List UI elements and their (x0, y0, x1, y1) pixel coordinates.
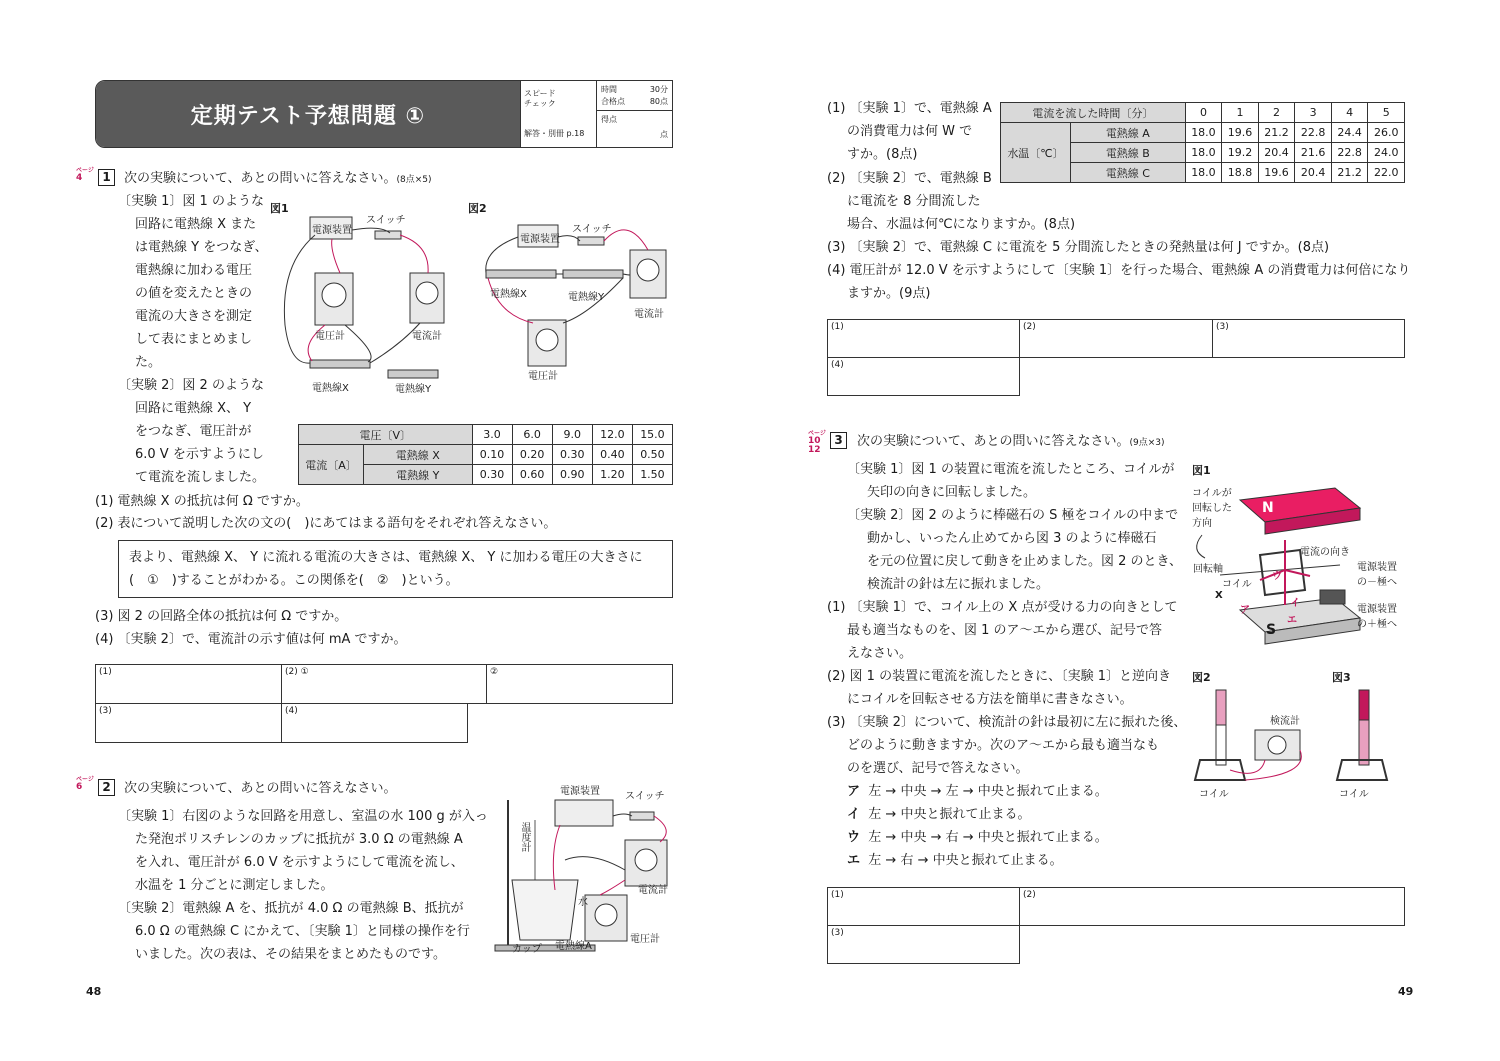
table-cell: 3.0 (472, 425, 512, 445)
table-cell: 22.8 (1295, 123, 1332, 143)
table-cell: 20.4 (1258, 143, 1295, 163)
q3-sub2-line: にコイルを回転させる方法を簡単に書きなさい。 (847, 692, 1133, 707)
q1-number: 1 (98, 169, 115, 186)
q2-page-badge: ページ 6 (76, 776, 94, 792)
q2-line: た発泡ポリスチレンのカップに抵抗が 3.0 Ω の電熱線 A (135, 832, 463, 847)
table-cell: 18.0 (1185, 123, 1222, 143)
q3-fig1-coil-dir: コイルが 回転した 方向 (1192, 488, 1232, 529)
table-cell: 24.4 (1331, 123, 1368, 143)
fig1-switch-label: スイッチ (366, 215, 406, 226)
q2-line: を入れ、電圧計が 6.0 V を示すようにして電流を流し、 (135, 855, 464, 870)
q2-sub1-line: すか。(8点) (847, 147, 918, 162)
table-cell: 0.90 (552, 465, 592, 485)
q2-sub4-line: ますか。(9点) (847, 286, 931, 301)
pass-label: 合格点 (601, 97, 625, 106)
q3-fig1-s: S (1266, 622, 1277, 638)
fig1-ammeter-label: 電流計 (412, 331, 442, 342)
answer-ref: 解答・別冊 p.18 (524, 129, 585, 139)
q3-sub1-line: えなさい。 (847, 646, 913, 661)
table-cell: 6.0 (512, 425, 552, 445)
table-row-label: 電熱線 A (1071, 123, 1186, 143)
q2-right-sub3: (3) 〔実験 2〕で、電熱線 C に電流を 5 分間流したときの発熱量は何 J ですか。(8点) (827, 240, 1330, 255)
time-value: 30分 (649, 85, 668, 94)
table-cell: 18.0 (1185, 163, 1222, 183)
fig2-wirey-label: 電熱線Y (568, 292, 605, 303)
q2-answer-4[interactable]: (4) (827, 357, 1020, 396)
test-info (596, 81, 672, 147)
q1-exp1-line: 〔実験 1〕図 1 のような (118, 194, 264, 209)
q3-sub3-line: (3) 〔実験 2〕について、検流計の針は最初に左に振れた後、 (827, 715, 1187, 730)
fig2-switch-label: スイッチ (572, 224, 612, 235)
q2-fig-power: 電源装置 (560, 786, 600, 797)
q2-line: 6.0 Ω の電熱線 C にかえて、〔実験 1〕と同様の操作を行 (135, 924, 470, 939)
q1-exp2-line: 回路に電熱線 X、 Y (135, 401, 252, 416)
q1-intro: 次の実験について、あとの問いに答えなさい。(8点×5) (124, 171, 432, 186)
q2-number: 2 (98, 779, 115, 796)
q3-fig1-coil: コイル (1222, 579, 1252, 590)
q1-answer-3[interactable]: (3) (95, 703, 282, 743)
fig1-wirey-label: 電熱線Y (395, 384, 432, 395)
q1-exp2-line: て電流を流しました。 (135, 470, 266, 485)
q3-exp-line: 〔実験 2〕図 2 のように棒磁石の S 極をコイルの中まで (847, 508, 1179, 523)
q1-sub2: (2) 表について説明した次の文の( )にあてはまる語句をそれぞれ答えなさい。 (95, 516, 557, 531)
title-banner (95, 80, 673, 148)
table-cell: 18.8 (1222, 163, 1259, 183)
q1-sub4: (4) 〔実験 2〕で、電流計の示す値は何 mA ですか。 (95, 632, 407, 647)
q3-fig1-i: イ (1290, 598, 1300, 609)
q1-exp2-line: 6.0 V を示すようにし (135, 447, 264, 462)
q3-sub1-line: (1) 〔実験 1〕で、コイル上の X 点が受ける力の向きとして (827, 600, 1178, 615)
q3-fig1-current-dir: 電流の向き (1300, 547, 1350, 558)
q2-fig-thermo: 温度計 (519, 822, 530, 852)
q3-answer-3[interactable]: (3) (827, 925, 1020, 964)
q1-fig1-circuit (270, 205, 460, 395)
table-cell: 18.0 (1185, 143, 1222, 163)
q3-exp-line: 動かし、いったん止めてから図 3 のように棒磁石 (867, 531, 1157, 546)
table-cell: 19.2 (1222, 143, 1259, 163)
table-cell: 20.4 (1295, 163, 1332, 183)
table-header: 電流〔A〕 (299, 445, 364, 485)
q2-intro: 次の実験について、あとの問いに答えなさい。 (124, 781, 397, 796)
table-cell: 22.8 (1331, 143, 1368, 163)
q1-data-table (298, 424, 673, 485)
table-cell: 19.6 (1222, 123, 1259, 143)
q2-fig-water: 水 (578, 897, 588, 908)
q3-number: 3 (830, 432, 847, 449)
choice-item: エ 左 → 右 → 中央と振れて止まる。 (847, 853, 1063, 868)
table-cell: 0.20 (512, 445, 552, 465)
q2-sub1-line: の消費電力は何 W で (847, 124, 973, 139)
q2-data-table (1000, 102, 1405, 183)
fig2-ammeter-label: 電流計 (634, 309, 664, 320)
q3-answer-1[interactable]: (1) (827, 887, 1020, 926)
q3-fig1-n: N (1262, 500, 1274, 516)
table-cell: 0 (1185, 103, 1222, 123)
table-cell: 12.0 (592, 425, 632, 445)
q1-exp1-line: た。 (135, 355, 162, 370)
choice-item: イ 左 → 中央と振れて止まる。 (847, 807, 1031, 822)
q3-fig1-e: エ (1287, 615, 1297, 626)
score-label: 得点 (601, 115, 617, 124)
q3-fig1-label: 図1 (1192, 464, 1211, 477)
q1-exp1-line: の値を変えたときの (135, 286, 253, 301)
speed-check-label-2: チェック (524, 98, 556, 108)
fig1-wirex-label: 電熱線X (312, 383, 349, 394)
table-header: 電圧〔V〕 (299, 425, 473, 445)
q1-exp1-line: 電熱線に加わる電圧 (135, 263, 253, 278)
q1-note-box (118, 540, 673, 598)
table-cell: 3 (1295, 103, 1332, 123)
q3-fig3-label: 図3 (1332, 671, 1351, 684)
table-cell: 22.0 (1368, 163, 1405, 183)
table-row-label: 電熱線 B (1071, 143, 1186, 163)
table-cell: 19.6 (1258, 163, 1295, 183)
table-cell: 1.20 (592, 465, 632, 485)
score-unit: 点 (660, 130, 668, 139)
q3-sub3-line: のを選び、記号で答えなさい。 (847, 761, 1029, 776)
q3-fig1-u: ウ (1272, 571, 1282, 582)
table-cell: 0.30 (472, 465, 512, 485)
q2-fig-cup: カップ (512, 944, 542, 955)
time-label: 時間 (601, 85, 617, 94)
q2-sub2-line: に電流を 8 分間流した (847, 194, 981, 209)
q3-exp-line: 矢印の向きに回転しました。 (867, 485, 1037, 500)
q1-answer-2-2[interactable]: ② (486, 664, 673, 704)
fig2-voltmeter-label: 電圧計 (528, 371, 558, 382)
table-cell: 0.40 (592, 445, 632, 465)
fig1-power-label: 電源装置 (312, 225, 352, 236)
q3-fig1-x: X (1215, 590, 1223, 601)
q2-line: 〔実験 2〕電熱線 A を、抵抗が 4.0 Ω の電熱線 B、抵抗が (118, 901, 464, 916)
q3-fig2-galv: 検流計 (1270, 716, 1300, 727)
q3-fig1-axis: 回転軸 (1193, 564, 1223, 575)
fig1-voltmeter-label: 電圧計 (315, 331, 345, 342)
q3-page-badge: ページ 10 12 (808, 430, 826, 455)
q2-answer-3[interactable]: (3) (1212, 319, 1405, 358)
table-cell: 21.2 (1258, 123, 1295, 143)
q2-line: 水温を 1 分ごとに測定しました。 (135, 878, 334, 893)
table-cell: 21.6 (1295, 143, 1332, 163)
q1-answer-1[interactable]: (1) (95, 664, 282, 704)
q3-sub1-line: 最も適当なものを、図 1 のア〜エから選び、記号で答 (847, 623, 1163, 638)
note-line: 表より、電熱線 X、 Y に流れる電流の大きさは、電熱線 X、 Y に加わる電圧の大きさに (129, 550, 643, 565)
q1-exp1-line: 電流の大きさを測定 (135, 309, 253, 324)
page-number-right: 49 (1398, 985, 1414, 998)
q3-intro: 次の実験について、あとの問いに答えなさい。(9点×3) (857, 434, 1165, 449)
table-cell: 0.10 (472, 445, 512, 465)
q3-fig1-pos: 電源装置 の＋極へ (1357, 604, 1397, 630)
page-number-left: 48 (86, 985, 102, 998)
q1-fig1-label: 図1 (270, 202, 289, 215)
q3-exp-line: 検流計の針は左に振れました。 (867, 577, 1050, 592)
choice-item: ウ 左 → 中央 → 右 → 中央と振れて止まる。 (847, 830, 1108, 845)
table-cell: 0.30 (552, 445, 592, 465)
table-cell: 21.2 (1331, 163, 1368, 183)
table-cell: 1.50 (632, 465, 672, 485)
q1-exp1-line: して表にまとめまし (135, 332, 253, 347)
q2-sub4-line: (4) 電圧計が 12.0 V を示すようにして〔実験 1〕を行った場合、電熱線 A の消費電力は何倍になり (827, 263, 1411, 278)
q3-sub3-line: どのように動きますか。次のア〜エから最も適当なも (847, 738, 1160, 753)
table-cell: 26.0 (1368, 123, 1405, 143)
table-header: 電流を流した時間〔分〕 (1001, 103, 1186, 123)
q3-answer-2[interactable]: (2) (1019, 887, 1405, 926)
q1-exp2-line: 〔実験 2〕図 2 のような (118, 378, 264, 393)
q3-fig3-coil: コイル (1339, 789, 1369, 800)
table-cell: 9.0 (552, 425, 592, 445)
q3-fig2-label: 図2 (1192, 671, 1211, 684)
q1-exp1-line: 回路に電熱線 X また (135, 217, 257, 232)
q3-fig1-neg: 電源装置 の－極へ (1357, 562, 1397, 588)
table-cell: 0.60 (512, 465, 552, 485)
q3-fig2-coil: コイル (1199, 789, 1229, 800)
table-cell: 1 (1222, 103, 1259, 123)
table-row-label: 電熱線 Y (364, 465, 473, 485)
fig2-power-label: 電源装置 (520, 234, 560, 245)
q3-exp-line: 〔実験 1〕図 1 の装置に電流を流したところ、コイルが (847, 462, 1175, 477)
q1-exp2-line: をつなぎ、電圧計が (135, 424, 252, 439)
q1-answer-4[interactable]: (4) (281, 703, 468, 743)
q1-fig2-label: 図2 (468, 202, 487, 215)
table-cell: 0.50 (632, 445, 672, 465)
q1-page-badge: ページ 4 (76, 167, 94, 183)
q2-line: 〔実験 1〕右図のような回路を用意し、室温の水 100 g が入っ (118, 809, 488, 824)
q2-line: いました。次の表は、その結果をまとめたものです。 (135, 947, 446, 962)
q2-fig-switch: スイッチ (625, 791, 665, 802)
q1-answer-2-1[interactable]: (2) ① (281, 664, 487, 704)
pass-value: 80点 (649, 97, 668, 106)
table-cell: 4 (1331, 103, 1368, 123)
choice-item: ア 左 → 中央 → 左 → 中央と振れて止まる。 (847, 784, 1108, 799)
q3-fig2-3-galvanometer (1190, 685, 1405, 795)
table-row-label: 電熱線 C (1071, 163, 1186, 183)
q3-sub2-line: (2) 図 1 の装置に電流を流したときに、〔実験 1〕と逆向き (827, 669, 1171, 684)
table-cell: 15.0 (632, 425, 672, 445)
q2-answer-2[interactable]: (2) (1019, 319, 1213, 358)
q1-exp1-line: は電熱線 Y をつなぎ、 (135, 240, 268, 255)
page-title: 定期テスト予想問題 ① (96, 81, 520, 147)
q1-sub3: (3) 図 2 の回路全体の抵抗は何 Ω ですか。 (95, 609, 348, 624)
q2-sub1-line: (1) 〔実験 1〕で、電熱線 A (827, 101, 992, 116)
table-cell: 5 (1368, 103, 1405, 123)
q2-fig-wirea: 電熱線A (555, 941, 592, 952)
table-cell: 2 (1258, 103, 1295, 123)
table-row-label: 電熱線 X (364, 445, 473, 465)
q2-sub2-line: (2) 〔実験 2〕で、電熱線 B (827, 171, 992, 186)
q2-fig-ammeter: 電流計 (638, 885, 668, 896)
table-cell: 24.0 (1368, 143, 1405, 163)
speed-check (520, 81, 596, 147)
q2-sub2-line: 場合、水温は何℃になりますか。(8点) (847, 217, 1076, 232)
fig2-wirex-label: 電熱線X (490, 289, 527, 300)
q2-fig-voltmeter: 電圧計 (630, 934, 660, 945)
q1-sub1: (1) 電熱線 X の抵抗は何 Ω ですか。 (95, 494, 309, 509)
speed-check-label: スピード (524, 89, 556, 98)
q2-answer-1[interactable]: (1) (827, 319, 1020, 358)
table-header: 水温〔℃〕 (1001, 123, 1071, 183)
q3-fig1-a: ア (1240, 605, 1250, 616)
q3-exp-line: を元の位置に戻して動きを止めました。図 2 のとき、 (867, 554, 1183, 569)
note-line: ( ① )することがわかる。この関係を( ② )という。 (129, 573, 459, 588)
